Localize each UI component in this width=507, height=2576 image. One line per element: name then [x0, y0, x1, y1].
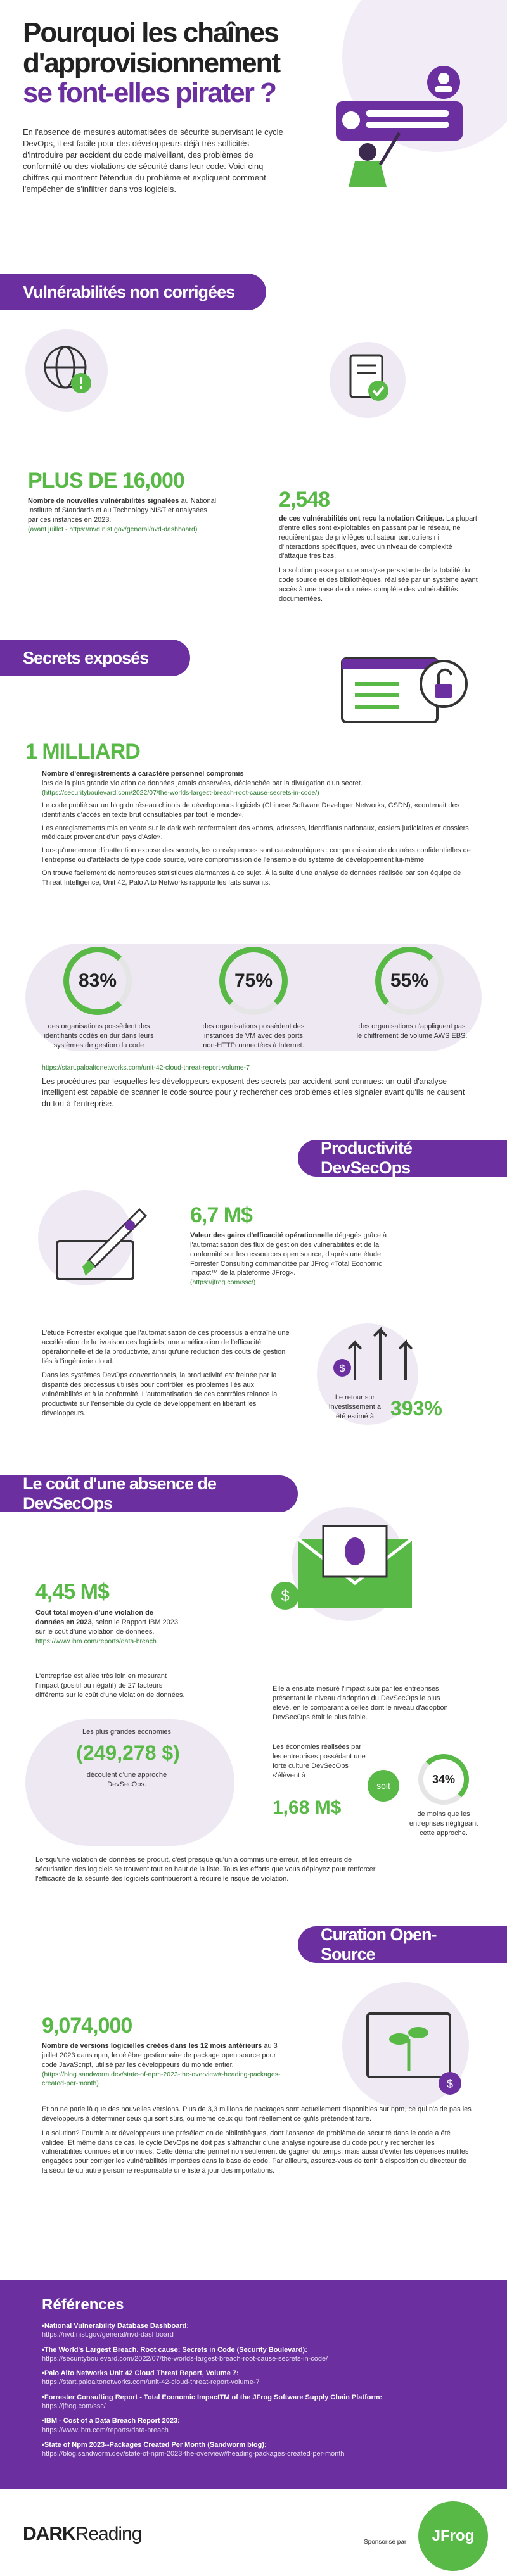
secrets-stat: 1 MILLIARD: [25, 740, 140, 764]
references-list: [42, 2321, 465, 2459]
pct-circle: [418, 1754, 469, 1805]
cost-stat-text: selon le Rapport IBM 2023 sur le coût d'une violation de données.: [35, 1618, 179, 1636]
intro-text: En l'absence de mesures automatisées de sécurité supervisant le cycle DevOps, il est facile pour des développeurs déjà très sollicités d'introduire par accident du code malveillant, des problèmes de conformité ou des violations de sécurité dans leur code. Voici cinq chiffres qui montrent l'étendue du problème et expliquent comment l'empêcher de s'infiltrer dans vos logiciels.: [23, 127, 283, 194]
secrets-p2: Le code publié sur un blog du réseau chinois de développeurs logiciels (Chinese Software Developer Networks, CSDN), «contenait des identifiants d'accès en texte brut consultables par tout le monde».: [42, 801, 460, 819]
reference-item[interactable]: [42, 2321, 465, 2340]
globe-warning-icon: [37, 339, 100, 402]
band-vulnerabilities-label: Vulnérabilités non corrigées: [23, 282, 235, 301]
prod-p1: L'étude Forrester explique que l'automatisation de ces processus a entraîné une accélération de la livraison des logiciels, une amélioration de l'efficacité opérationnelle et de la productivité, ainsi qu'une réduction des coûts de gestion liés à l'ingénierie cloud.: [42, 1329, 290, 1365]
svg-text:$: $: [339, 1363, 345, 1374]
prod-stat-desc: [190, 1231, 393, 1287]
vuln-stat-2-desc: [279, 514, 482, 604]
band-cost: [0, 1475, 298, 1512]
reference-name: •The World's Largest Breach. Root cause: Secrets in Code (Security Boulevard):: [42, 2346, 307, 2354]
stat-circle-75-desc: des organisations possèdent des instances de VM avec des ports non-HTTPconnectées à Internet.: [202, 1023, 305, 1049]
darkreading-logo: [23, 2523, 141, 2545]
vuln-stat-2-bold: de ces vulnérabilités ont reçu la notation Critique.: [279, 515, 444, 522]
rocket-laptop-icon: [44, 1190, 171, 1292]
logo-dark: DARK: [23, 2523, 75, 2544]
pct-desc: de moins que les entreprises négligeant cette approche.: [409, 1810, 478, 1837]
stat-circle-75-value: 75%: [234, 970, 273, 991]
prod-stat-link[interactable]: (https://jfrog.com/ssc/): [190, 1279, 256, 1287]
page-title: [23, 18, 279, 108]
cost-p2: Les plus grandes économies: [82, 1728, 172, 1736]
reference-url[interactable]: https://start.paloaltonetworks.com/unit-42-cloud-threat-report-volume-7: [42, 2378, 260, 2387]
bug-envelope-icon: [260, 1513, 450, 1621]
svg-text:$: $: [446, 2078, 454, 2090]
secrets-text-block: [42, 769, 479, 888]
logo-reading: Reading: [75, 2523, 142, 2544]
vuln-stat-1-bold: Nombre de nouvelles vulnérabilités signalées: [28, 497, 179, 505]
pct-value: 34%: [432, 1772, 456, 1786]
band-oss: [298, 1926, 507, 1963]
reference-item[interactable]: [42, 2346, 465, 2364]
cost-right2: Les économies réalisées par les entreprises possédant une forte culture DevSecOps s'élèvent à: [273, 1743, 366, 1779]
prod-roi-value: 393%: [390, 1397, 442, 1420]
reference-url[interactable]: https://nvd.nist.gov/general/nvd-dashboard: [42, 2331, 174, 2339]
prod-stat-text: dégagés grâce à l'automatisation des flux de gestion des vulnérabilités et de la conformité sur les ressources open source, d'après une étude Forrester Consulting commanditée par JFrog «Total Economic Impact™ de la plateforme JFrog».: [190, 1232, 387, 1277]
oss-stat-text: au 3 juillet 2023 dans npm, le célèbre gestionnaire de package open source pour code JavaScript, utilisé par les développeurs du monde entier.: [42, 2042, 278, 2069]
cost-stat-desc: [35, 1608, 181, 1646]
secrets-p3: Les enregistrements mis en vente sur le dark web renfermaient des «noms, adresses, identifiants nationaux, casiers judiciaires et dossiers médicaux provenant d'un pays d'Asie».: [42, 824, 469, 842]
soit-badge: [368, 1770, 399, 1802]
vuln-stat-2-solution: La solution passe par une analyse persistante de la totalité du code source et des bibliothèques, réalisée par un système ayant accès à une base de données complète des vulnérabilités documentées.: [279, 567, 478, 603]
cost-right1: Elle a ensuite mesuré l'impact subi par les entreprises présentant le niveau d'adoption du DevSecOps le plus élevé, en le comparant à celles dont le niveau d'adoption DevSecOps était le plus faible.: [273, 1685, 448, 1721]
prod-p2: Dans les systèmes DevOps conventionnels, la productivité est freinée par la disparité des processus utilisés pour contrôler les problèmes liés aux vulnérabilités et à la conformité. L'automatisation de ces contrôles relance la productivité sur l'ensemble du cycle de développement en libérant les développeurs.: [42, 1372, 278, 1417]
band-secrets-label: Secrets exposés: [23, 648, 149, 667]
unlocked-laptop-icon: [330, 652, 475, 735]
reference-item[interactable]: [42, 2440, 465, 2459]
band-secrets: [0, 640, 190, 676]
svg-text:$: $: [281, 1588, 290, 1605]
oss-stat: 9,074,000: [42, 2014, 132, 2038]
secrets-stat-bold: Nombre d'enregistrements à caractère personnel compromis: [42, 770, 244, 778]
title-line-1: Pourquoi les chaînes: [23, 17, 278, 48]
jfrog-logo: [418, 2501, 488, 2571]
oss-p2: La solution? Fournir aux développeurs une présélection de bibliothèques, dont l'absence de problème de sécurité dans le code a été validée. Et même dans ce cas, le cycle DevOps ne doit pas s'affranchir d'une analyse rigoureuse du code pour y rechercher les vulnérabilités connues et inconnues. Cette démarche permet non seulement de gagner du temps, mais aussi d'éviter les dépenses inutiles engagées pour corriger les vulnérabilités importées dans la base de code. Par ailleurs, assurez-vous de tenir à disposition du directeur de la sécurité ou autre personne responsable une liste à jour des importations.: [42, 2129, 469, 2175]
cost-stat-bold: Coût total moyen d'une violation de données en 2023,: [35, 1609, 153, 1626]
checklist-icon: [345, 351, 396, 408]
reference-url[interactable]: https://securityboulevard.com/2022/07/the-worlds-largest-breach-root-cause-secrets-in-code/: [42, 2354, 328, 2363]
reference-name: •Palo Alto Networks Unit 42 Cloud Threat Report, Volume 7:: [42, 2370, 239, 2378]
stat-circle-55-desc: des organisations n'appliquent pas le chiffrement de volume AWS EBS.: [356, 1023, 468, 1040]
cost-right-value: 1,68 M$: [273, 1797, 342, 1818]
vuln-stat-1-text: au National Institute of Standards et au Technology NIST et analysées par ces instances en 2023.: [28, 497, 217, 524]
secrets-p6: Les procédures par lesquelles les développeurs exposent des secrets par accident sont connues: un outil d'analyse intelligent est capable de scanner le code source pour y rechercher ces problèmes et les signaler avant qu'ils ne causent du tort à l'entreprise.: [42, 1077, 465, 1108]
oss-text: [42, 2105, 473, 2176]
stat-circle-83: [63, 947, 132, 1015]
reference-name: •National Vulnerability Database Dashboard:: [42, 2322, 189, 2330]
cost-p3: découlent d'une approche DevSecOps.: [86, 1771, 167, 1788]
secrets-p1: lors de la plus grande violation de données jamais observées, déclenchée par la divulgation d'un secret.: [42, 779, 363, 787]
oss-stat-link[interactable]: (https://blog.sandworm.dev/state-of-npm-2023-the-overview#-heading-packages-created-per-month): [42, 2070, 281, 2087]
cost-p4: Lorsqu'une violation de données se produit, c'est presque qu'un à commis une erreur, et les erreurs de sécurisation des logiciels se trouvent tout en haut de la liste. Tous les efforts que vous déployez pour renforcer l'efficacité de la sécurité des logiciels contribueront à réduire le risque de violation.: [35, 1856, 376, 1883]
stat-circle-75: [219, 947, 288, 1015]
hacker-login-illustration: [298, 57, 488, 190]
stat-circle-83-value: 83%: [78, 970, 117, 991]
secrets-p1-link[interactable]: (https://securityboulevard.com/2022/07/the-worlds-largest-breach-root-cause-secrets-in-code/): [42, 788, 319, 797]
soit-label: soit: [376, 1781, 390, 1791]
band-vulnerabilities: [0, 274, 266, 310]
references-panel: [0, 2280, 507, 2489]
sponsored-label: Sponsorisé par: [364, 2539, 407, 2546]
reference-url[interactable]: https://jfrog.com/ssc/: [42, 2402, 106, 2411]
reference-name: •Forrester Consulting Report - Total Economic ImpactTM of the JFrog Software Supply Chain Platform:: [42, 2393, 383, 2401]
secrets-p5: On trouve facilement de nombreuses statistiques alarmantes à ce sujet. À la suite d'une analyse de données réalisée par son équipe de Threat Intelligence, Unit 42, Palo Alto Networks rapporte les faits suivants:: [42, 869, 461, 887]
cost-p1: L'entreprise est allée très loin en mesurant l'impact (positif ou négatif) de 27 facteurs différents sur le coût d'une violation de données.: [35, 1672, 185, 1699]
title-line-2: d'approvisionnement: [23, 47, 280, 79]
vuln-stat-2: 2,548: [279, 488, 330, 512]
cost-savings: (249,278 $): [76, 1741, 180, 1764]
secrets-p4: Lorsqu'une erreur d'inattention expose des secrets, les conséquences sont catastrophiques : compromission de données confidentielles de l'entreprise ou d'artéfacts de type code source, voire compromission de l'ensemble du système de développement lui-même.: [42, 847, 471, 864]
reference-url[interactable]: https://blog.sandworm.dev/state-of-npm-2023-the-overview#heading-packages-created-per-month: [42, 2450, 345, 2458]
prod-text: [42, 1329, 295, 1418]
band-oss-label: Curation Open-Source: [321, 1925, 437, 1964]
reference-url[interactable]: https://www.ibm.com/reports/data-breach: [42, 2426, 169, 2434]
band-productivity: [298, 1140, 507, 1177]
jfrog-logo-text: JFrog: [432, 2527, 475, 2544]
cost-stat: 4,45 M$: [35, 1580, 109, 1604]
vuln-stat-1-link[interactable]: (avant juillet - https://nvd.nist.gov/general/nvd-dashboard): [28, 525, 198, 533]
references-title: Références: [42, 2296, 124, 2313]
title-line-3: se font-elles pirater ?: [23, 77, 276, 109]
prod-stat-bold: Valeur des gains d'efficacité opérationnelle: [190, 1232, 333, 1239]
stat-circle-83-desc: des organisations possèdent des identifiants codés en dur dans leurs systèmes de gestion du code: [44, 1023, 154, 1049]
band-productivity-label: Productivité DevSecOps: [321, 1139, 413, 1177]
vuln-stat-1-desc: [28, 496, 218, 534]
secrets-link-2[interactable]: https://start.paloaltonetworks.com/unit-42-cloud-threat-report-volume-7: [42, 1064, 250, 1071]
band-cost-label: Le coût d'une absence de DevSecOps: [23, 1474, 216, 1513]
reference-name: •IBM - Cost of a Data Breach Report 2023:: [42, 2417, 180, 2425]
plant-coins-icon: [355, 1995, 469, 2102]
stat-circle-55-value: 55%: [390, 970, 429, 991]
growth-arrows-icon: [330, 1317, 456, 1387]
oss-stat-bold: Nombre de versions logicielles créées dans les 12 mois antérieurs: [42, 2042, 262, 2050]
oss-p1: Et on ne parle là que des nouvelles versions. Plus de 3,3 millions de packages sont actuellement disponibles sur npm, ce qui n'aide pas les développeurs à déterminer ceux qui sont sûrs, ou même ceux qui font réellement ce qu'ils prétendent faire.: [42, 2106, 472, 2123]
vuln-stat-2-text: La plupart d'entre elles sont exploitables en passant par le réseau, ne requièrent pas de privilèges utilisateur particuliers ni d'interactions spécifiques, avec un niveau de complexité d'attaque très bas.: [279, 515, 477, 560]
cost-stat-link[interactable]: https://www.ibm.com/reports/data-breach: [35, 1637, 157, 1645]
prod-roi-label: Le retour sur investissement a été estimé à: [329, 1394, 381, 1420]
prod-stat: 6,7 M$: [190, 1203, 252, 1227]
oss-stat-desc: [42, 2042, 283, 2088]
stat-circle-55: [375, 947, 444, 1015]
reference-item[interactable]: [42, 2393, 465, 2411]
reference-item[interactable]: [42, 2369, 465, 2387]
reference-name: •State of Npm 2023--Packages Created Per Month (Sandworm blog):: [42, 2440, 267, 2449]
vuln-stat-1: PLUS DE 16,000: [28, 469, 184, 493]
reference-item[interactable]: [42, 2416, 465, 2435]
